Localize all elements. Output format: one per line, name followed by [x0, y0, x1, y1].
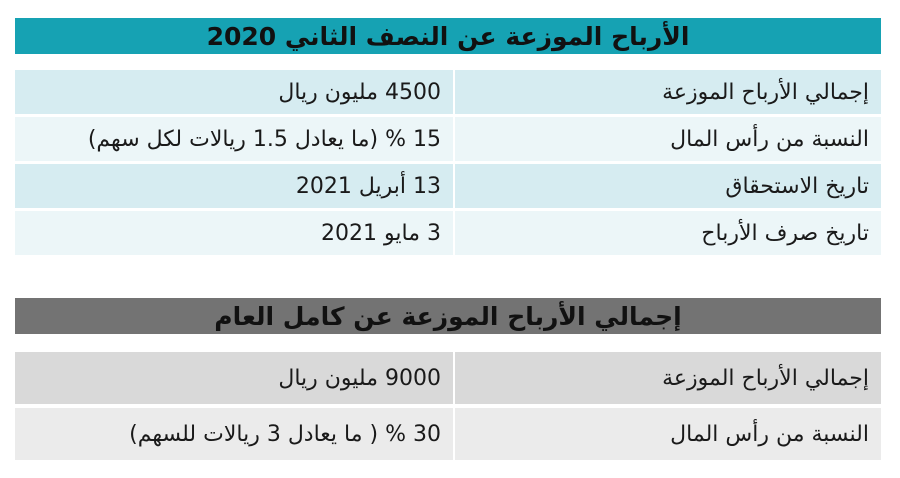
- row-value: 13 أبريل 2021: [15, 164, 453, 208]
- table-row: [15, 352, 881, 404]
- section1-title: الأرباح الموزعة عن النصف الثاني 2020: [15, 18, 881, 54]
- row-value: 15 % (ما يعادل 1.5 ريالات لكل سهم): [15, 117, 453, 161]
- table-row: [15, 70, 881, 114]
- row-label: تاريخ الاستحقاق: [455, 164, 881, 208]
- section2-title: إجمالي الأرباح الموزعة عن كامل العام: [15, 298, 881, 334]
- row-label: تاريخ صرف الأرباح: [455, 211, 881, 255]
- row-value: 3 مايو 2021: [15, 211, 453, 255]
- section2-table: [15, 352, 881, 464]
- table-row: [15, 117, 881, 161]
- row-value: 9000 مليون ريال: [15, 352, 453, 404]
- row-value: 4500 مليون ريال: [15, 70, 453, 114]
- section1-table: [15, 70, 881, 258]
- row-label: إجمالي الأرباح الموزعة: [455, 352, 881, 404]
- row-label: النسبة من رأس المال: [455, 408, 881, 460]
- row-value: 30 % ( ما يعادل 3 ريالات للسهم): [15, 408, 453, 460]
- table-row: [15, 408, 881, 460]
- table-row: [15, 211, 881, 255]
- row-label: النسبة من رأس المال: [455, 117, 881, 161]
- table-row: [15, 164, 881, 208]
- row-label: إجمالي الأرباح الموزعة: [455, 70, 881, 114]
